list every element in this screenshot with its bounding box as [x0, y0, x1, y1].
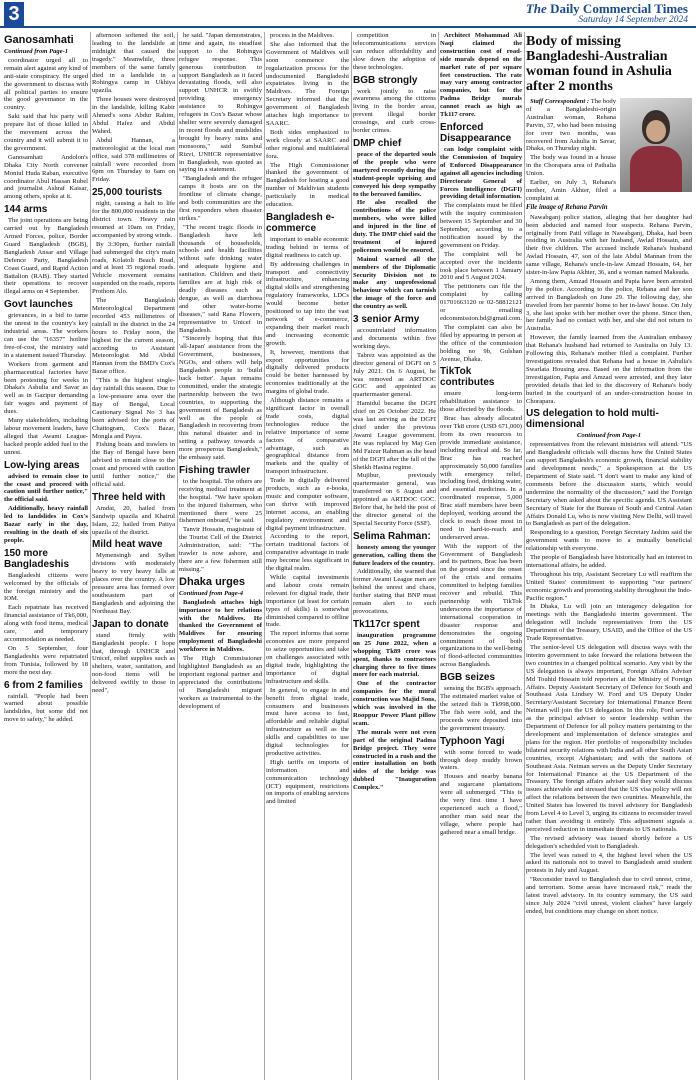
article-paragraph: However, the family learned from the Australian embassy that Rehana's husband had returned to Australia on July 13. Following this, Rehana's mother filed a complaint. Further investigations revealed that Rehana had a house in Ashulia's Swarlata Housing area. Based on the information from the investigation, Papia and Amzad were arrested, and they later provided details that led to the discovery of Rehana's body buried in the courtyard of an under-construction house in Chorapara. — [526, 334, 692, 405]
article-paragraph: Abdul Hannan, a meteorologist at the local met office, said 378 millimetres of rainfall were recorded from 6pm on Thursday to 6am on Friday. — [92, 136, 175, 184]
article-paragraph: "Sincerely hoping that this 'all-Japan' assistance from the Government, businesses, NGOs, and others will help Bangladesh people to 'build back better'. Japan remains committed, under the strategic partnership between the two countries, to supporting the government of Bangladesh as well as the people of Bangladesh in recovering from this natural disaster and in setting a pathway towards a more prosperous Bangladesh," the embassy said. — [179, 335, 262, 462]
photo-face — [646, 120, 666, 142]
column-4 — [266, 32, 349, 1080]
article-paragraph: The complaints must be filed with the inquiry commission between 15 September and 30 September, according to a notification issued by the government on Friday. — [440, 202, 522, 249]
article-paragraph: By 3:30pm, further rainfall had submerged the city's main roads, Kolatoli Beach Road, and at least 35 regional roads. Vehicle movement remains suspended on the roads, reports Prothom Alo. — [92, 240, 175, 296]
headline-dhaka-urges: Dhaka urges — [179, 575, 246, 588]
article-paragraph: Additionally, she warned that former Awami League men are behind the unrest and chaos, further stating that BNP must remain alert to such provocations. — [353, 568, 436, 615]
article-paragraph: representatives from the relevant ministries will attend. "US and Bangladeshi officials will discuss how the United States can support Bangladesh's economic growth, financial stability and development needs," a Spokesperson at the US Department of State said. "I don't want to make any kind of comments before the discussion starts, which would undermine the normality of the discussion," said the Foreign Secretary when asked about the specific agenda. US Assistant Secretary of State for the Bureau of South and Central Asian Affairs Donald Lu, who is now visiting New Delhi, will travel to Bangladesh as part of the delegation. — [526, 441, 692, 528]
headline-mild-heat-wave: Mild heat wave — [92, 539, 163, 551]
article-paragraph: The level was raised to 4, the highest level when the US asked its nationals not to travel to Bangladesh amid student protests in July and August. — [526, 851, 692, 875]
column-5 — [353, 32, 436, 1080]
article-paragraph: sensing the BGB's approach. The estimated market value of the seized fish is Tk998,000. The fish were sold, and the proceeds were deposited into the government treasury. — [440, 685, 522, 732]
article-paragraph: The petitioners can file the complaint by calling 01701663120 or 02-58812121 or emailing edcommission.bd@gmail.com. — [440, 283, 522, 322]
article-paragraph: work jointly to raise awareness among the citizens living in the border areas, prevent illegal border crossings, and curb cross-border crimes. — [353, 87, 436, 135]
headline-dmp-chief: DMP chief — [353, 137, 402, 149]
article-paragraph: With the support of the Government of Bangladesh and its partners, Brac has been on the ground since the onset of the crisis and remains committed to helping families recover and rebuild. This partnership with TikTok underscores the importance of international cooperation in disaster response and demonstrates the ongoing commitment of both organizations to the well-being of flood-affected communities across Bangladesh. — [440, 542, 522, 669]
rehana-parvin-photo — [620, 98, 692, 192]
article-paragraph: can lodge complaint with the Commission of Inquiry of Enforced Disappearance against all agencies including Directorate General of Forces Intelligence (DGFI) providing detail information. — [440, 145, 522, 201]
article-paragraph: Throughout his trip, Assistant Secretary Lu will reaffirm the United States' commitment to supporting "our partners' economic growth and promoting stability throughout the Indo-Pacific region." — [526, 570, 692, 602]
article-paragraph: Many stakeholders, including labour movement leaders, have alleged that Awami League-backed people added fuel to the unrest. — [4, 417, 88, 456]
article-paragraph: coordinator urged all to remain alert against any kind of anti-state conspiracy. He urged the government to discuss with all political parties to ensure the good governance in the country. — [4, 56, 88, 112]
article-paragraph: The body was found in a house in the Chorapara area of Pathalia Union. — [526, 154, 616, 178]
article-paragraph: According to the report, certain traditional factors of comparative advantage in trade may become less significant in the digital realm. — [266, 533, 349, 573]
article-paragraph: Mainul warned all the members of the Diplomatic Security Division not to make any unprofessional behaviour which can tarnish the image of the force and the country as well. — [353, 255, 436, 311]
article-paragraph: Bangladeshi citizens were welcomed by the officials of the foreign ministry and the IOM. — [4, 571, 88, 603]
article-paragraph: By addressing challenges in transport and connectivity infrastructure, enhancing digital skills and strengthening regulatory frameworks, LDCs would become better positioned to tap into the vast network of e-commerce, expanding their market reach and increasing economic growth. — [266, 260, 349, 347]
article-paragraph: She also informed that the Government of Maldives will soon commence the regularization process for the undocumented Bangladeshi expatriates living in the Maldives. The Foreign Secretary informed that the government of Bangladesh attaches high importance to SAARC. — [266, 40, 349, 127]
article-paragraph: Mujibur, previously quartermaster general, was transferred on 6 August and appointed as ARTDOC GOC. Before that, he held the post of the director general of the Special Security Force (SSF). — [353, 472, 436, 527]
article-paragraph: grievances, in a bid to tame the unrest in the country's key industrial areas. The workers can use the "16357" hotline free-of-cost, the ministry said in a statement issued Thursday. — [4, 312, 88, 359]
headline-144-arms: 144 arms — [4, 204, 48, 216]
headline-6-from-2-families: 6 from 2 families — [4, 679, 83, 691]
headline-govt-launches: Govt launches — [4, 299, 73, 311]
article-paragraph: The complaint will be accepted over the incidents took place between 1 January 2010 and 5 August 2024. — [440, 250, 522, 282]
article-paragraph: Three houses were destroyed in the landslide, killing Kabir Ahmed's sons Abdur Rahim, Abdul Hafez and Abdul Wahed. — [92, 96, 175, 135]
article-paragraph: ensure long-term rehabilitation assistance to those affected by the floods. — [440, 390, 522, 414]
column-rule — [264, 32, 265, 1080]
headline-bangladesh-ecommerce: Bangladesh e-commerce — [266, 211, 335, 234]
headline-enforced-disappearance: Enforced Disappearance — [440, 121, 512, 144]
headline-three-held: Three held with — [92, 491, 166, 503]
article-paragraph: night, causing a halt to life for the 800,000 residents in the district town. Heavy rain resumed at 10am on Friday, accompanied by strong winds. — [92, 200, 175, 239]
article-paragraph: Although distance remains a significant factor in overall trade costs, digital technologies reduce the relative importance of some factors of comparative advantage, such as geographical distance from markets and the quality of transport infrastructure. — [266, 397, 349, 476]
article-paragraph: "The recent tragic floods in Bangladesh have left thousands of households, schools and health facilities without safe drinking water and adequate hygiene and sanitation. Children and their families are at high risk of deadly diseases such as dengue, as well as diarrhoea and other water-borne diseases," said Rana Flowers, representative to Unicef in Bangladesh. — [179, 223, 262, 334]
paper-name-main: Daily Commercial Times — [550, 1, 688, 16]
article-paragraph: The senior-level US delegation will discuss ways with the interim government to take forward the relations between the two countries in a changed political scenario. Any visit by the US delegation is always important, Foreign Affairs Adviser Md Touhid Hossain told reporters at the Ministry of Foreign Affairs. Deputy Assistant Secretary of Defence for South and Southeast Asia Lindsey W. Ford and US Deputy Under Secretary/Assistant Secretary for International Finance Brent Neiman will join the US delegation. In this role, Ford serves as the principal adviser to senior leadership within the Department of Defence for all policy matters pertaining to the development and implementation of defence strategies and plans for the region. Her portfolio of responsibility includes bilateral security relations with India and all other South Asian countries, except Afghanistan; and with the nations of Southeast Asia. Neiman serves as the Deputy Under Secretary for International Finance at the US Department of the Treasury. The foreign affairs adviser said they would discuss issues achievable and stressed that the US visa policy will not affect the relations between the two countries. Meanwhile, the United States has lowered its travel advisory for Bangladesh from Level 4 to Level 3, urging its citizens to reconsider travel rather than avoiding it entirely. This adjustment signals a perceived reduction in immediate threats to US nationals. — [526, 644, 692, 833]
article-paragraph: It, however, mentions that export opportunities for digitally delivered products could be better harnessed by economies traditionally at the margins of global trade. — [266, 348, 349, 396]
headline-fishing-trawler: Fishing trawler — [179, 464, 251, 476]
headline-150-bangladeshis: 150 more Bangladeshis — [4, 547, 70, 570]
article-paragraph: The report informs that some economies are more prepared to seize opportunities and take on challenges associated with digital trade, highlighting the importance of digital infrastructure and skills. — [266, 630, 349, 685]
continued-label: Continued from Page-1 — [4, 48, 69, 55]
article-text: The body of a Bangladeshi-origin Australian woman, Rehana Parvin, 37, who had been missing for over two months, was recovered from Ashulia in Savar, Dhaka, on Thursday night. — [526, 98, 616, 153]
article-paragraph: Trade in digitally delivered products, such as e-books, music and computer software, can thrive with improved internet access, an enabling regulatory environment and digital payment infrastructure. — [266, 477, 349, 532]
article-paragraph: honesty among the younger generation, calling them the future leaders of the country. — [353, 543, 436, 567]
article-paragraph: The joint operations are being carried out by Bangladesh Armed Forces, police, Border Guard Bangladesh (BGB), Bangladesh Ansar and Village Defence Party, Bangladesh Coast Guard, and Rapid Action Battalion (RAB). They started their operations to recover illegal arms on 4 September. — [4, 217, 88, 296]
article-paragraph: Hamidul became the DGFI chief on 26 October 2022. He was last serving as the DGFI chief under the previous Awami League government. He was replaced by Maj Gen Md Faizur Rahman as the head of the DGFI after the fall of the Sheikh Hasina regime. — [353, 400, 436, 471]
headline-bgb-strongly: BGB strongly — [353, 74, 418, 86]
article-paragraph: The revised advisory was issued shortly before a US delegation's scheduled visit to Bangladesh. — [526, 834, 692, 850]
article-paragraph: Earlier, on July 3, Rehana's mother, Amin Akhter, filed a complaint at — [526, 179, 616, 202]
article-paragraph: with some forced to wade through deep muddy brown waters. — [440, 748, 522, 772]
headline-25000-tourists: 25,000 tourists — [92, 187, 163, 199]
continued-label: Continued from Page-4 — [179, 589, 244, 597]
article-paragraph: peace of the departed souls of the people who were martyred recently during the student-people uprising and conveyed his deep sympathy to the bereaved families. — [353, 150, 436, 198]
article-paragraph: Saki said that his party will prepare list of those killed in the movement across the country and it will submit it to the government. — [4, 113, 88, 152]
column-7 — [526, 32, 692, 1080]
article-paragraph: The people of Bangladesh have historically had an interest in international affairs, he added. — [526, 554, 692, 569]
article-paragraph: Brac has already allocated over Tk8 crore (USD 671,000) from its own resources to provide immediate assistance, including medical aid. So far, Brac has reached approximately 50,000 families with emergency relief, including food, drinking water, and essential medicines. In a coordinated response, 5,000 Brac staff members have been deployed, working around the clock to reach those most in need in hard-to-reach and underserved areas. — [440, 415, 522, 541]
column-6 — [440, 32, 522, 1080]
paper-name-the: The — [525, 1, 547, 16]
article-paragraph: inauguration programme on 25 June 2022, when a whopping Tk89 crore was spent, thanks to contractors charging three to five times more for each material. — [353, 631, 436, 679]
headline-tiktok-contributes: TikTok contributes — [440, 366, 495, 389]
column-2 — [92, 32, 175, 1080]
article-paragraph: The Bangladesh Meteorological Department recorded 453 millimetres of rainfall in the district in the 24 hours to Friday noon, the highest for the current season, according to Assistant Meteorologist Md Abdul Hannan from the BMD's Cox's Bazar office. — [92, 297, 175, 376]
article-paragraph: Tabrez was appointed as the director general of DGFI on 5 July 2021. On 6 August, he was removed as ARTDOC GOC and appointed as quartermaster general. — [353, 351, 436, 399]
page-number: 3 — [4, 2, 24, 26]
column-rule — [351, 32, 352, 1080]
byline: Staff Correspondent : — [530, 98, 590, 105]
column-3 — [179, 32, 262, 1080]
article-paragraph: important to enable economic trading behind in terms of digital readiness to catch up. — [266, 235, 349, 259]
article-paragraph: "Reconsider travel to Bangladesh due to civil unrest, crime, and terrorism. Some areas have increased risk," reads the latest travel advisory. In its country summary, the US said since July 2024 "civil unrest, violent clashes" have largely ended, but conditions may change on short notice. — [526, 876, 692, 915]
article-paragraph: Both sides emphasized to work closely at SAARC and other regional and multilateral fora. — [266, 128, 349, 160]
article-paragraph: The High Commissioner thanked the government of Bangladesh for hosting a good number of Maldivian students particularly in medical education. — [266, 161, 349, 209]
article-paragraph: Each repatriate has received financial assistance of Tk6,000, along with food items, medical care, and temporary accommodation as needed. — [4, 604, 88, 643]
headline-ganosamhati: Ganosamhati — [4, 34, 74, 46]
article-paragraph: Architect Mohammad Ali Naqi claimed the construction cost of road-side murals depend on the market rate of per square feet construction. The rate may vary among contractor companies, but for the Padma Bridge murals cannot reach as high as Tk117 crore. — [440, 32, 522, 119]
headline-3-senior-army: 3 senior Army — [353, 314, 420, 326]
headline-body-found: Body of missing Bangladeshi-Australian woman found in Ashulia after 2 months — [526, 34, 672, 94]
article-paragraph: Tanvir Hossain, magistrate of the Tourist Cell of the District Administration, said: "The trawler is now ashore, and there are a few fishermen still missing." — [179, 526, 262, 573]
article-paragraph: "Bangladesh and the refugee camps it hosts are on the frontline of climate change, and both communities are the first responders when disaster strikes." — [179, 175, 262, 222]
article-paragraph: The High Commissioner highlighted Bangladesh as an important regional partner and appreciated the contributions of Bangladeshi migrant workers as instrumental to the development of — [179, 655, 262, 710]
column-rule — [177, 32, 178, 1080]
headline-low-lying-areas: Low-lying areas — [4, 459, 80, 471]
article-paragraph: Amdai, 20, hailed from Sandwip upazila and Khairul Islam, 22, hailed from Patiya upazila of the district. — [92, 504, 175, 536]
article-paragraph: afternoon softened the soil, leading to the landslide at midnight that caused the tragedy." Meanwhile, three members of the same family died in a landslide in a Rohingya camp in Ukhiya upazila. — [92, 32, 175, 95]
article-paragraph: accountrelated information and documents within five working days. — [353, 327, 436, 350]
article-paragraph: In Dhaka, Lu will join an interagency delegation for meetings with the Bangladeshi interim government. The delegation will include representatives from the US Department of the Treasury, USAID, and the Office of the US Trade Representative. — [526, 603, 692, 643]
article-paragraph: High tariffs on imports of information and communication technology (ICT) equipment, restrictions on imports of enabling services and limited — [266, 758, 349, 806]
column-1 — [4, 32, 88, 1080]
article-paragraph: competition in telecommunications services can reduce affordability and slow down the adoption of these technologies. — [353, 32, 436, 71]
article-paragraph: He also recalled the contributions of the police members, who were killed and injured in the line of duty. The DMP chief said the treatment of injured policemen would be ensured. — [353, 199, 436, 254]
article-paragraph: process in the Maldives. — [270, 32, 335, 39]
article-paragraph: One of the contractor companies for the mural construction was Majid Sons, which was involved in the Rooppur Power Plant pillow scam. — [353, 680, 436, 727]
article-paragraph: Houses and nearby banana and sugarcane plantations were all submerged. "This is the very first time I have experienced such a flood," another man said near the village, where people had gathered near a small bridge. — [440, 773, 522, 836]
article-paragraph: Mymensingh and Sylhet divisions with moderately heavy to very heavy falls at places over the country. A low pressure area has formed over southeastern part of Bangladesh and adjoining the Northeast Bay. — [92, 552, 175, 615]
paper-date: Saturday 14 September 2024 — [578, 15, 688, 25]
article-paragraph: While capital investments and labour costs remain relevant for digital trade, their importance (at least for certain types of skills) is somewhat diminished compared to offline trade. — [266, 574, 349, 629]
photo-body — [630, 146, 682, 192]
article-paragraph: Bangladesh attaches high importance to her relations with the Maldives. He thanked the Government of Maldives for ensuring employment of Bangladeshi workforce in Maldives. — [179, 598, 262, 654]
article-paragraph: "This is the highest single-day rainfall this season. Due to a low-pressure area over the Bay of Bengal, Local Cautionary Signal No 3 has been advised for the ports of Chattogram, Cox's Bazar, Mongla and Payra. — [92, 377, 175, 440]
continued-label: Continued from Page-1 — [576, 432, 642, 440]
article-paragraph: Responding to a question, Foreign Secretary Jashim said the government wants to move to a mutually beneficial relationship with everyone. — [526, 529, 692, 553]
article-paragraph: The murals were not even part of the original Padma Bridge project. They were constructed in a rush and the entire installation on both sides of the bridge was dubbed "Inauguration Complex." — [353, 728, 436, 792]
headline-japan-to-donate: Japan to donate — [92, 618, 169, 630]
column-rule — [524, 32, 525, 1080]
column-rule — [90, 32, 91, 1080]
headline-bgb-seizes: BGB seizes — [440, 672, 496, 684]
article-paragraph: stand firmly with Bangladeshi people. I hope that, through UNHCR and Unicef, relief supplies such as shelters, water, sanitation, and non-food items will be delivered swiftly to those in need", — [92, 631, 175, 695]
headline-us-delegation: US delegation to hold multi-dimensional — [526, 408, 659, 431]
article-paragraph: Workers from garment and pharmaceutical factories have been protesting for weeks in Dhaka's Ashulia and Savar as well as in Gazipur demanding fair wages and payment of dues. — [4, 360, 88, 416]
masthead — [0, 0, 696, 28]
headline-typhoon-yagi: Typhoon Yagi — [440, 735, 505, 747]
article-paragraph: to the hospital. The others are receiving medical treatment at the hospital. "We have spoken to the injured fishermen, who mentioned there were 25 fishermen onboard," he said. — [179, 477, 262, 525]
article-paragraph: he said. "Japan demonstrates, time and again, its steadfast support to the Rohingya refugee response. This generous contribution to support Bangladesh as it faced devastating floods, will also support UNHCR in swiftly providing emergency assistance to Rohingya refugees in Cox's Bazar whose shelter were severely damaged in recent floods and mudslides brought by heavy rains and monsoons," said Sumbul Rizvi, UNHCR representative in Bangladesh, was quoted as saying in a statement. — [179, 32, 262, 174]
article-paragraph: The complaint can also be filed by appearing in person at the office of the commission holding no 9b, Gulshan Avenue, Dhaka. — [440, 323, 522, 363]
article-paragraph: rainfall. "People had been warned about possible landslides, but some did not move to safety," he added. — [4, 692, 88, 724]
article-paragraph: Ganosamhati Andolon's Dhaka City North convener Moniul Huda Raban, executive coordinator Abul Hassan Rubel and journalist Ashraf Kaisar, among others, spoke at it. — [4, 153, 88, 201]
column-rule — [438, 32, 439, 1080]
photo-caption: File image of Rehana Parvin — [526, 203, 608, 211]
article-paragraph: Additionally, heavy rainfall led to landslides in Cox's Bazar early in the day, resulting in the death of six people. — [4, 505, 88, 544]
headline-tk117cr-spent: Tk117cr spent — [353, 618, 420, 630]
article-paragraph: In general, to engage in and benefit from digital trade, consumers and businesses must have access to fast, affordable and reliable digital infrastructure as well as the skills and capabilities to use digital technologies for productive activities. — [266, 686, 349, 757]
headline-selima-rahman: Selima Rahman: — [353, 530, 431, 542]
article-paragraph: Fishing boats and trawlers in the Bay of Bengal have been advised to remain close to the coast and proceed with caution until further notice," the official said. — [92, 441, 175, 488]
article-paragraph: Among them, Amzad Hossain and Papia have been arrested by the police. According to the police, Rehana and her son arrived in Bangladesh on June 29. The following day, she traveled from her parents' home to her in-laws' house. On July 3, she last spoke with her mother over the phone. Since then, her family had no contact with her, and she did not return to Australia. — [526, 277, 692, 333]
article-paragraph: On 5 September, four Bangladeshis were repatriated from Tunisia, followed by 18 more the next day. — [4, 644, 88, 676]
article-paragraph: advised to remain close to the coast and proceed with caution until further notice," the official said. — [4, 472, 88, 504]
article-paragraph: Nawabganj police station, alleging that her daughter had been abducted and named four suspects. Rehana Parvin, originally from Patil village in Nawabganj, Dhaka, had been residing in Australia with her husband, Awlad Hossain, and their five children. The accused include Rehana's husband Awlad Hossain, 47, son of the late Abdul Mannan from the same village, Rehana's uncle-in-law Amzad Hossain, 64, her sister-in-law Papia Akhter, 36, and a woman named Maksuda. — [526, 213, 692, 277]
